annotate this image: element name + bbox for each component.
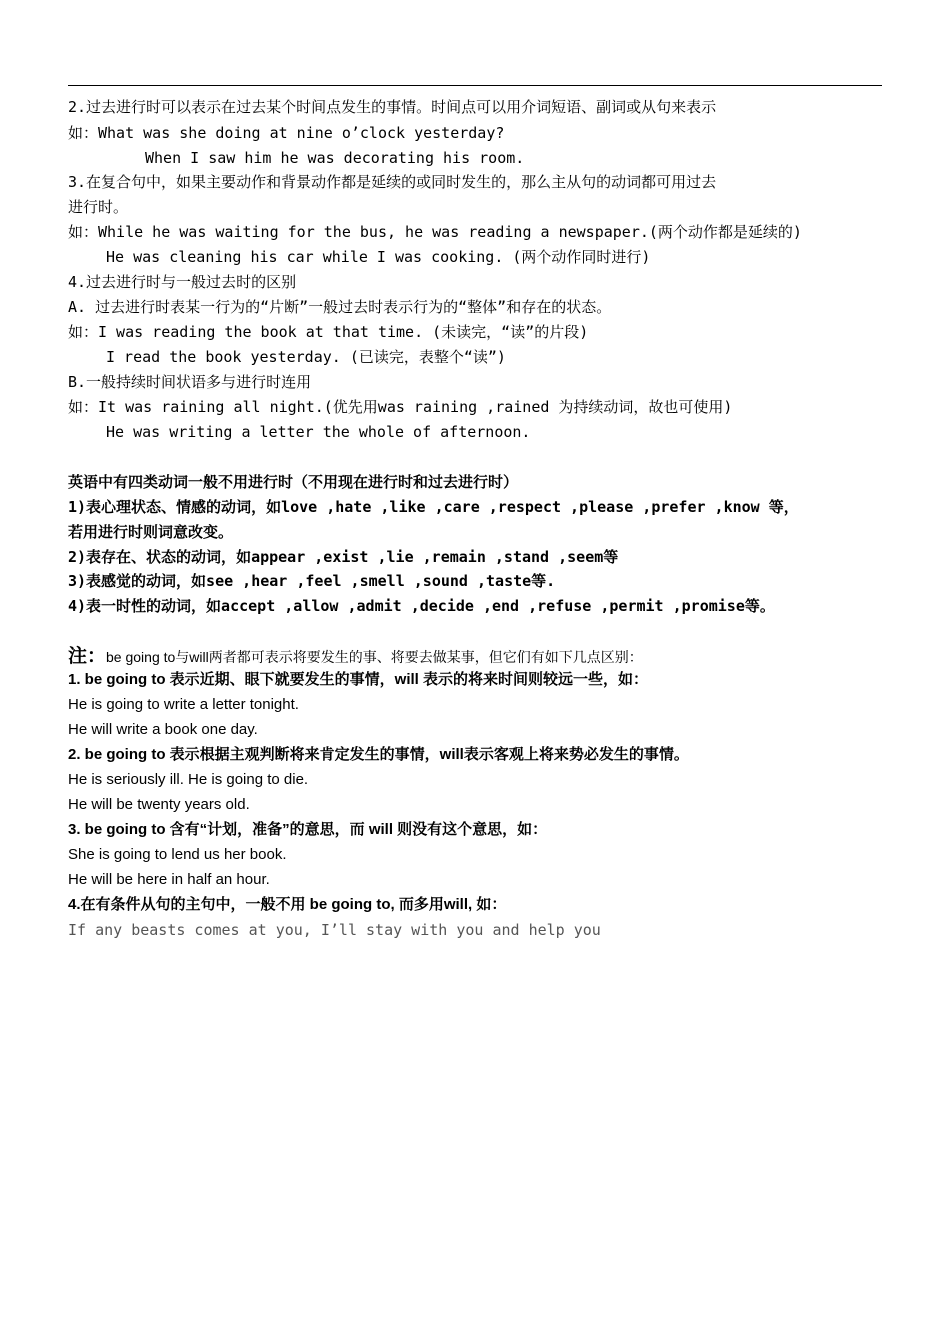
- rule-3: 3. be going to 含有“计划，准备”的意思，而 will 则没有这个意思，如：: [68, 821, 548, 838]
- point-b-line: B.一般持续时间状语多与进行时连用: [68, 373, 312, 391]
- note-line: [68, 644, 643, 670]
- example-line: 如：It was raining all night.(优先用was raining ,rained 为持续动词，故也可使用): [68, 398, 733, 416]
- list-item: 3)表感觉的动词，如see ,hear ,feel ,smell ,sound ,taste等.: [68, 572, 556, 590]
- example-sentence: If any beasts comes at you, I’ll stay with you and help you: [68, 921, 601, 939]
- section-heading: 英语中有四类动词一般不用进行时（不用现在进行时和过去进行时）: [68, 473, 519, 491]
- header-rule: [68, 85, 882, 86]
- example-line: I read the book yesterday. (已读完，表整个“读”): [106, 348, 506, 366]
- example-line: 如：What was she doing at nine o’clock yesterday?: [68, 124, 505, 142]
- list-item: 1)表心理状态、情感的动词，如love ,hate ,like ,care ,respect ,please ,prefer ,know 等，: [68, 498, 799, 516]
- example-sentence: She is going to lend us her book.: [68, 846, 287, 863]
- example-line: He was writing a letter the whole of afternoon.: [106, 423, 531, 441]
- example-sentence: He is seriously ill. He is going to die.: [68, 771, 309, 788]
- list-item: 4)表一时性的动词，如accept ,allow ,admit ,decide ,end ,refuse ,permit ,promise等。: [68, 597, 775, 615]
- point-3-line: 3.在复合句中，如果主要动作和背景动作都是延续的或同时发生的，那么主从句的动词都可用过去: [68, 173, 717, 191]
- point-a-line: A. 过去进行时表某一行为的“片断”一般过去时表示行为的“整体”和存在的状态。: [68, 298, 612, 316]
- note-mark: 注：: [68, 645, 107, 667]
- example-sentence: He will be here in half an hour.: [68, 871, 270, 888]
- example-sentence: He is going to write a letter tonight.: [68, 696, 299, 713]
- list-item-cont: 若用进行时则词意改变。: [68, 523, 234, 541]
- example-sentence: He will write a book one day.: [68, 721, 258, 738]
- list-item: 2)表存在、状态的动词，如appear ,exist ,lie ,remain ,stand ,seem等: [68, 548, 619, 566]
- note-text: be going to与will两者都可表示将要发生的事、将要去做某事，但它们有如下几点区别：: [106, 649, 643, 665]
- point-2-line: 2.过去进行时可以表示在过去某个时间点发生的事情。时间点可以用介词短语、副词或从句来表示: [68, 98, 717, 116]
- example-line: He was cleaning his car while I was cooking. (两个动作同时进行): [106, 248, 651, 266]
- example-line: 如：I was reading the book at that time. (未读完，“读”的片段): [68, 323, 589, 341]
- rule-2: 2. be going to 表示根据主观判断将来肯定发生的事情，will表示客观上将来势必发生的事情。: [68, 746, 689, 763]
- point-3-line-cont: 进行时。: [68, 198, 129, 216]
- rule-4: 4.在有条件从句的主句中，一般不用 be going to, 而多用will, 如：: [68, 896, 507, 913]
- example-sentence: He will be twenty years old.: [68, 796, 250, 813]
- rule-1: 1. be going to 表示近期、眼下就要发生的事情，will 表示的将来时间则较远一些，如：: [68, 671, 649, 688]
- example-line: 如：While he was waiting for the bus, he was reading a newspaper.(两个动作都是延续的): [68, 223, 802, 241]
- example-line: When I saw him he was decorating his room.: [145, 149, 525, 167]
- point-4-line: 4.过去进行时与一般过去时的区别: [68, 273, 297, 291]
